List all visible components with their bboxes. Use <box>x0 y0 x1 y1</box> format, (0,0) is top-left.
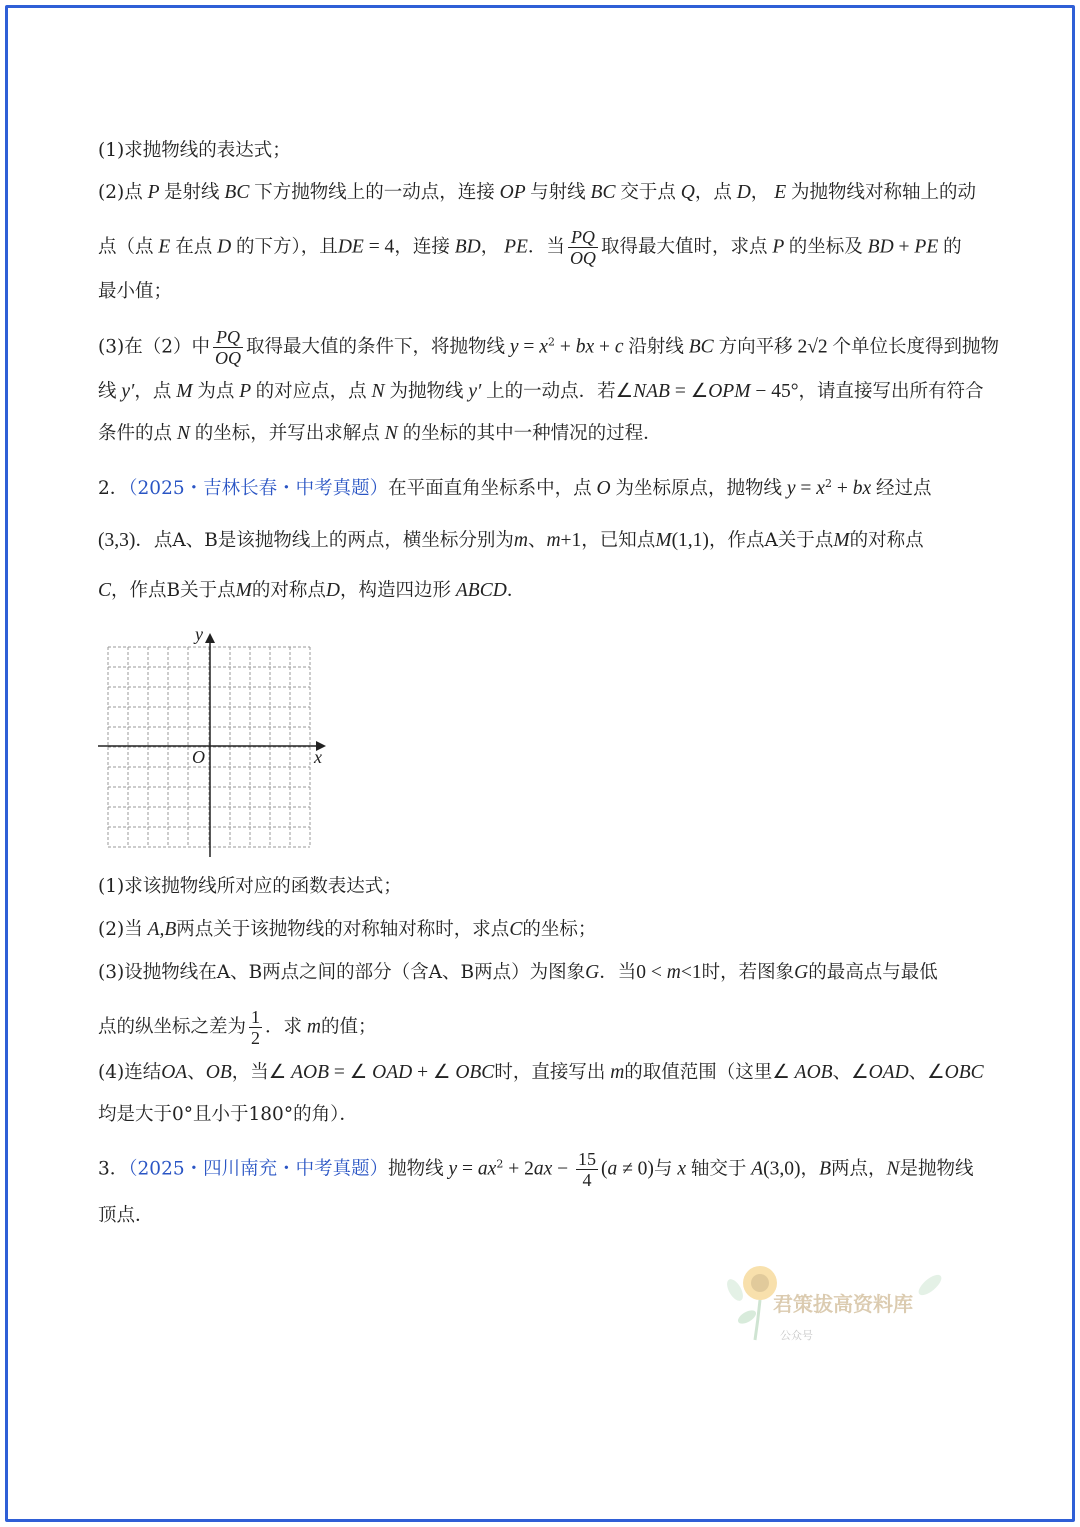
watermark-title: 君策拔高资料库 <box>773 1292 913 1316</box>
q2-part4-line2: 均是大于0°且小于180°的角）． <box>98 1104 358 1125</box>
fraction-15-4: $\frac{15}{4}$ <box>577 1149 596 1190</box>
q1-part2-line2: 点（点 E 在点 D 的下方），且DE = 4，连接 BD， PE．当 $\frac{PQ}{OQ}$ 取得最大值时，求点 P 的坐标及 BD + PE 的 <box>98 227 962 268</box>
watermark-subtitle: 公众号 <box>780 1329 813 1342</box>
q2-stem-line2: (3,3)．点A、B是该抛物线上的两点，横坐标分别为m、m+1，已知点M(1,1)，作点A关于点M的对称点 <box>98 530 924 551</box>
q2-part3-line1: (3)设抛物线在A、B两点之间的部分（含A、B两点）为图象G．当0 < m<1时，若图象G的最高点与最低 <box>98 962 938 983</box>
q2-stem-line3: C，作点B关于点M的对称点D，构造四边形 ABCD． <box>98 580 526 601</box>
q2-part1: (1)求该抛物线所对应的函数表达式； <box>98 876 402 897</box>
q2-part4-line1: (4)连结OA、OB，当∠ AOB = ∠ OAD + ∠ OBC时，直接写出 m的取值范围（这里∠ AOB、∠OAD、∠OBC <box>98 1062 984 1083</box>
y-axis-arrow <box>205 633 215 643</box>
grid-lines <box>108 647 310 847</box>
q1-part3-line3: 条件的点 N 的坐标，并写出求解点 N 的坐标的其中一种情况的过程． <box>98 423 662 444</box>
origin-label: O <box>192 747 205 767</box>
q2-part2: (2)当 A,B两点关于该抛物线的对称轴对称时，求点C的坐标； <box>98 919 597 940</box>
coordinate-grid-figure <box>96 625 336 865</box>
axis-label-x: x <box>314 747 322 767</box>
axis-label-y: y <box>195 625 203 644</box>
q3-source: （2025・四川南充・中考真题） <box>128 1158 389 1180</box>
q2-stem-line1: 2．（2025・吉林长春・中考真题）在平面直角坐标系中，点 O 为坐标原点，抛物线 $y = x^2$ + bx 经过点 <box>98 477 932 500</box>
q3-stem-line1: 3．（2025・四川南充・中考真题）抛物线 $y = ax^2 + 2ax$ − $\frac{15}{4}$ (a ≠ 0)与 x 轴交于 A(3,0)，B两点，N是抛物线 <box>98 1149 974 1190</box>
q2-source: （2025・吉林长春・中考真题） <box>128 478 389 500</box>
q1-part2-line3: 最小值； <box>98 281 173 302</box>
fraction-pq-oq: $\frac{PQ}{OQ}$ <box>214 327 241 368</box>
fraction-one-half: $\frac{1}{2}$ <box>251 1007 261 1048</box>
q1-part3-line2: 线 y′，点 M 为点 P 的对应点，点 N 为抛物线 y′ 上的一动点．若∠NAB = ∠OPM − 45°，请直接写出所有符合 <box>98 381 984 402</box>
q1-part3-line1: (3)在（2）中 $\frac{PQ}{OQ}$ 取得最大值的条件下，将抛物线 $y = x^2$ + bx + c 沿射线 BC 方向平移 2√2 个单位长度得到抛物 <box>98 327 1000 368</box>
fraction-pq-oq: $\frac{PQ}{OQ}$ <box>569 227 596 268</box>
q2-part3-line2: 点的纵坐标之差为 $\frac{1}{2}$ ．求 m的值； <box>98 1007 377 1048</box>
q1-part2-line1: (2)点 P 是射线 BC 下方抛物线上的一动点，连接 OP 与射线 BC 交于点 Q，点 D， E 为抛物线对称轴上的动 <box>98 182 976 203</box>
q1-part1: (1)求抛物线的表达式； <box>98 140 291 161</box>
q3-stem-line2: 顶点． <box>98 1205 154 1226</box>
watermark <box>725 1255 955 1345</box>
